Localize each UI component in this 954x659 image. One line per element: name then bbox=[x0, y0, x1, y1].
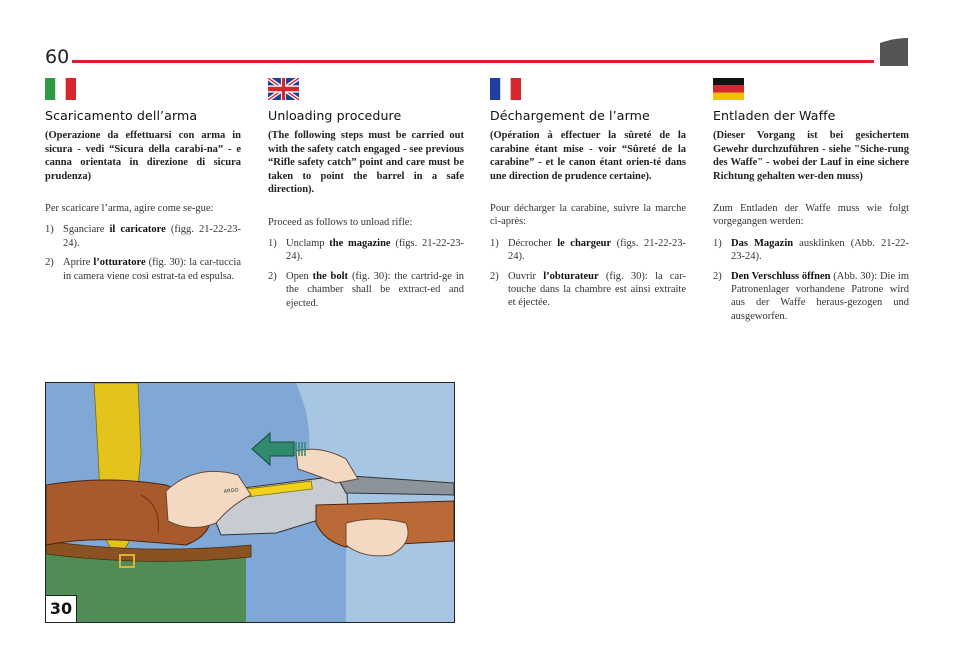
section-intro: (The following steps must be carried out with the safety catch engaged - see previous “Rifle safety catch” point and care must be taken to point the barrel in a safe direction). bbox=[268, 130, 464, 195]
steps-list bbox=[490, 237, 686, 310]
section-lead: Zum Entladen der Waffe muss wie folgt vorgegangen werden: bbox=[713, 203, 909, 228]
page-number: 60 bbox=[45, 46, 70, 68]
figure-label: 30 bbox=[46, 595, 77, 622]
section-intro: (Dieser Vorgang ist bei gesichertem Gewehr durchzuführen - siehe "Siche-rung des Waffe" - wobei der Lauf in eine sichere Richtung gehalten wer-den muss) bbox=[713, 130, 909, 182]
list-item: 2) Den Verschluss öffnen (Abb. 30): Die im Patronenlager vorhandene Patrone wird aus der Waffe heraus-gezogen und ausgeworfen. bbox=[713, 270, 909, 322]
france-flag-icon bbox=[490, 78, 521, 100]
corner-tab-icon bbox=[880, 38, 908, 66]
column-italian bbox=[45, 78, 241, 289]
list-item: 1) Décrocher le chargeur (figs. 21-22-23-24). bbox=[490, 237, 686, 263]
section-heading: Unloading procedure bbox=[268, 108, 402, 123]
header-rule bbox=[72, 60, 874, 63]
section-lead: Proceed as follows to unload rifle: bbox=[268, 216, 413, 228]
section-heading: Déchargement de l’arme bbox=[490, 108, 650, 123]
unloading-illustration bbox=[46, 383, 454, 622]
column-german bbox=[713, 78, 909, 329]
list-item: 1) Das Magazin ausklinken (Abb. 21-22-23-24). bbox=[713, 237, 909, 263]
section-heading: Scaricamento dell’arma bbox=[45, 108, 198, 123]
list-item: 2) Aprire l’otturatore (fig. 30): la car-tuccia in camera viene così estrat-ta ed espulsa. bbox=[45, 257, 241, 282]
steps-list bbox=[45, 223, 241, 283]
gun-marking: ARGO bbox=[223, 487, 239, 495]
list-item: 2) Ouvrir l’obturateur (fig. 30): la car-touche dans la chambre est ainsi extraite et éjectée. bbox=[490, 270, 686, 309]
steps-list bbox=[713, 237, 909, 323]
list-item: 2) Open the bolt (fig. 30): the cartrid-ge in the chamber shall be extract-ed and ejected. bbox=[268, 270, 465, 309]
uk-flag-icon bbox=[268, 78, 299, 100]
column-french bbox=[490, 78, 686, 316]
figure-30 bbox=[45, 382, 455, 623]
section-heading: Entladen der Waffe bbox=[713, 108, 836, 123]
steps-list bbox=[268, 237, 464, 310]
section-intro: (Operazione da effettuarsi con arma in sicura - vedi “Sicura della carabi-na” - e canna orientata in direzione di sicura prudenza) bbox=[45, 130, 241, 182]
column-english bbox=[268, 78, 464, 316]
section-intro: (Opération à effectuer la sûreté de la carabine étant mise - voir “Sûreté de la carabine” - et le canon étant orien-té dans une direction de prudence certaine). bbox=[490, 130, 686, 182]
section-lead: Pour décharger la carabine, suivre la marche ci-après: bbox=[490, 203, 686, 228]
germany-flag-icon bbox=[713, 78, 744, 100]
section-lead: Per scaricare l’arma, agire come se-gue: bbox=[45, 203, 214, 214]
list-item: 1) Sganciare il caricatore (figg. 21-22-23-24). bbox=[45, 224, 241, 249]
italy-flag-icon bbox=[45, 78, 76, 100]
list-item: 1) Unclamp the magazine (figs. 21-22-23-24). bbox=[268, 237, 464, 263]
